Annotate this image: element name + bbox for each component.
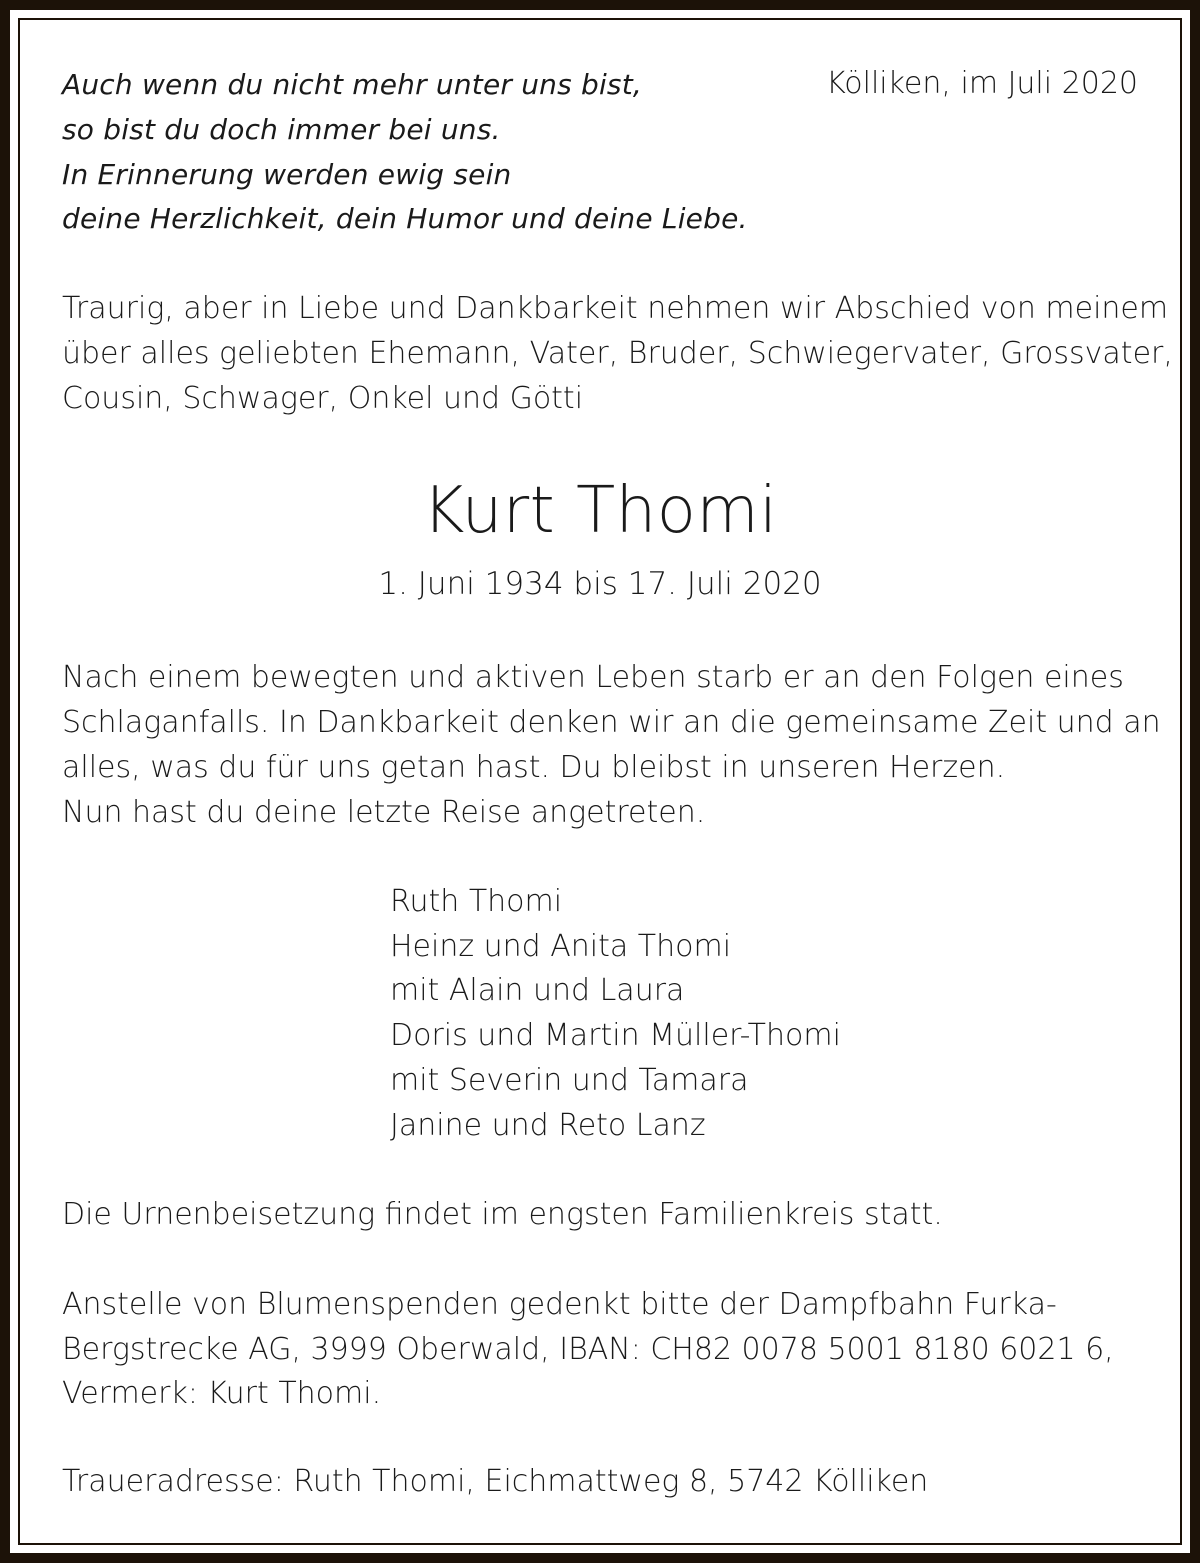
family-member: Doris und Martin Müller-Thomi (390, 1018, 841, 1053)
family-member: Heinz und Anita Thomi (390, 929, 732, 964)
family-member: Janine und Reto Lanz (390, 1108, 706, 1143)
intro-line: Cousin, Schwager, Onkel und Götti (62, 381, 584, 416)
mourning-address: Traueradresse: Ruth Thomi, Eichmattweg 8, 5742 Kölliken (62, 1464, 929, 1499)
donation-line: Bergstrecke AG, 3999 Oberwald, IBAN: CH82 0078 5001 8180 6021 6, (62, 1332, 1114, 1367)
tribute-line: Nun hast du deine letzte Reise angetreten. (62, 795, 706, 830)
place-date: Kölliken, im Juli 2020 (826, 66, 1138, 101)
donation-line: Anstelle von Blumenspenden gedenkt bitte der Dampfbahn Furka- (62, 1287, 1057, 1322)
life-dates: 1. Juni 1934 bis 17. Juli 2020 (378, 566, 822, 602)
tribute-line: alles, was du für uns getan hast. Du bleibst in unseren Herzen. (62, 750, 1006, 785)
tribute-line: Nach einem bewegten und aktiven Leben starb er an den Folgen eines (62, 660, 1124, 695)
family-member: mit Alain und Laura (390, 973, 685, 1008)
poem-line: Auch wenn du nicht mehr unter uns bist, (62, 68, 642, 101)
intro-line: Traurig, aber in Liebe und Dankbarkeit nehmen wir Abschied von meinem (62, 291, 1169, 326)
donation-line: Vermerk: Kurt Thomi. (62, 1376, 382, 1411)
deceased-name: Kurt Thomi (422, 474, 778, 548)
intro-line: über alles geliebten Ehemann, Vater, Bruder, Schwiegervater, Grossvater, (62, 336, 1173, 371)
burial-note: Die Urnenbeisetzung findet im engsten Familienkreis statt. (62, 1197, 943, 1232)
poem-line: so bist du doch immer bei uns. (62, 113, 501, 146)
family-member: Ruth Thomi (390, 884, 563, 919)
poem-line: deine Herzlichkeit, dein Humor und deine Liebe. (62, 202, 748, 235)
family-member: mit Severin und Tamara (390, 1063, 749, 1098)
tribute-line: Schlaganfalls. In Dankbarkeit denken wir an die gemeinsame Zeit und an (62, 705, 1161, 740)
poem-line: In Erinnerung werden ewig sein (62, 158, 512, 191)
